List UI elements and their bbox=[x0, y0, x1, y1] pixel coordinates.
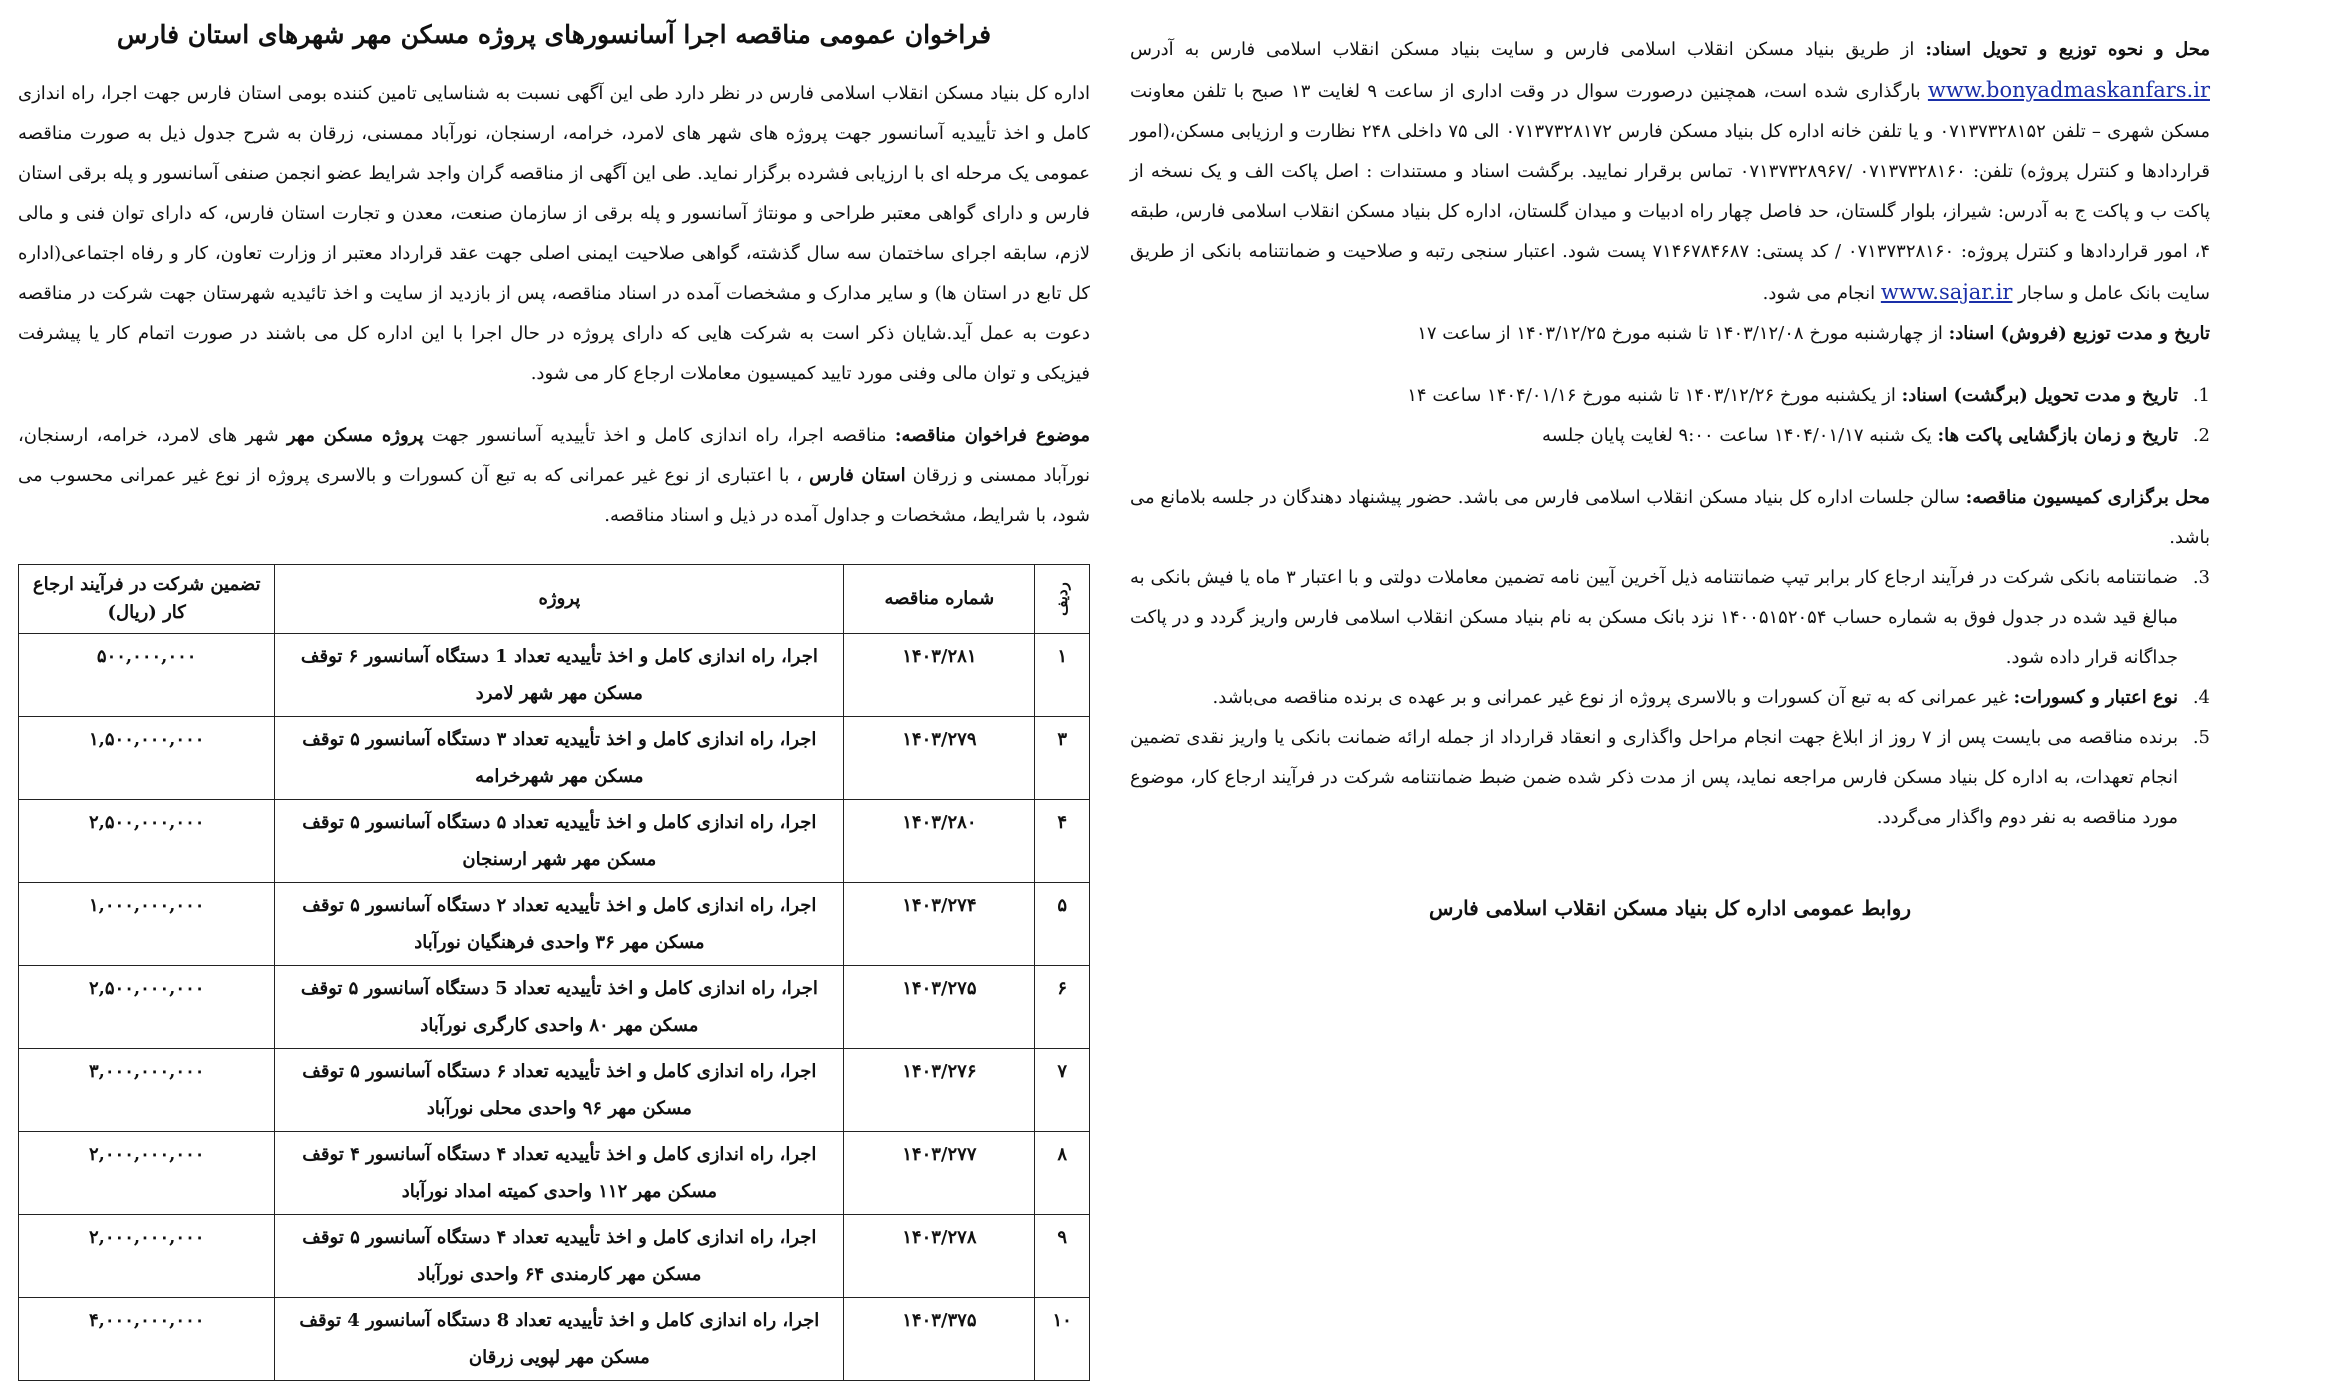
list-item bbox=[1130, 558, 2210, 678]
distribution-paragraph bbox=[1130, 30, 2210, 314]
header-row-number bbox=[1035, 565, 1090, 634]
project-cell: اجرا، راه اندازی کامل و اخذ تأییدیه تعداد 8 دستگاه آسانسور 4 توقف مسکن مهر لپویی زرقان bbox=[275, 1298, 844, 1381]
subject-province: استان فارس bbox=[809, 465, 906, 486]
list-item-label: تاریخ و زمان بازگشایی پاکت ها: bbox=[1937, 425, 2178, 446]
project-cell: اجرا، راه اندازی کامل و اخذ تأییدیه تعداد ۴ دستگاه آسانسور ۴ توقف مسکن مهر ۱۱۲ واحدی کمیته امداد نورآباد bbox=[275, 1132, 844, 1215]
public-relations-signature: روابط عمومی اداره کل بنیاد مسکن انقلاب اسلامی فارس bbox=[1429, 896, 1911, 920]
row-number-cell: ۶ bbox=[1035, 966, 1090, 1049]
header-guarantee: تضمین شرکت در فرآیند ارجاع کار (ریال) bbox=[19, 565, 275, 634]
list-item-number: 5. bbox=[2192, 727, 2210, 748]
tender-number-cell: ۱۴۰۳/۲۷۵ bbox=[844, 966, 1035, 1049]
list-item bbox=[1130, 678, 2210, 718]
project-cell: اجرا، راه اندازی کامل و اخذ تأییدیه تعداد 1 دستگاه آسانسور ۶ توقف مسکن مهر شهر لامرد bbox=[275, 634, 844, 717]
row-number-cell: ۷ bbox=[1035, 1049, 1090, 1132]
row-number-cell: ۹ bbox=[1035, 1215, 1090, 1298]
table-row bbox=[19, 1049, 1090, 1132]
right-column bbox=[1130, 30, 2210, 920]
list-item-number: 2. bbox=[2192, 425, 2210, 446]
subject-text-a: مناقصه اجرا، راه اندازی کامل و اخذ تأییدیه آسانسور جهت bbox=[423, 425, 895, 446]
list-item-label: نوع اعتبار و کسورات: bbox=[2013, 687, 2178, 708]
table-row bbox=[19, 966, 1090, 1049]
subject-label: موضوع فراخوان مناقصه: bbox=[894, 425, 1090, 446]
table-header-row bbox=[19, 565, 1090, 634]
list-item-text: ضمانتنامه بانکی شرکت در فرآیند ارجاع کار برابر تیپ ضمانتنامه ذیل آخرین آیین نامه تضمین معاملات دولتی و با اعتبار ۳ ماه یا فیش بانکی به مبالغ قید شده در جدول فوق به شماره حساب ۱۴۰۰۵۱۵۲۰۵۴ نزد بانک مسکن به نام بنیاد مسکن انقلاب اسلامی فارس واریز گردد و در پاکت جداگانه قرار داده شود. bbox=[1130, 567, 2178, 668]
project-cell: اجرا، راه اندازی کامل و اخذ تأییدیه تعداد 5 دستگاه آسانسور ۵ توقف مسکن مهر ۸۰ واحدی کارگری نورآباد bbox=[275, 966, 844, 1049]
table-row bbox=[19, 1132, 1090, 1215]
page-title: فراخوان عمومی مناقصه اجرا آسانسورهای پروژه مسکن مهر شهرهای استان فارس bbox=[116, 20, 992, 49]
tender-table bbox=[18, 564, 1090, 1381]
guarantee-cell: ۴,۰۰۰,۰۰۰,۰۰۰ bbox=[19, 1298, 275, 1381]
guarantee-cell: ۲,۵۰۰,۰۰۰,۰۰۰ bbox=[19, 966, 275, 1049]
header-tender-number: شماره مناقصه bbox=[844, 565, 1035, 634]
list-item-label: تاریخ و مدت تحویل (برگشت) اسناد: bbox=[1901, 385, 2178, 406]
list-item-text: غیر عمرانی که به تبع آن کسورات و بالاسری پروژه از نوع غیر عمرانی و بر عهده ی برنده مناقصه می‌باشد. bbox=[1212, 687, 2014, 708]
list-item bbox=[1130, 416, 2210, 456]
table-row bbox=[19, 634, 1090, 717]
tender-number-cell: ۱۴۰۳/۲۷۴ bbox=[844, 883, 1035, 966]
row-number-cell: ۴ bbox=[1035, 800, 1090, 883]
sale-date-text: از چهارشنبه مورخ ۱۴۰۳/۱۲/۰۸ تا شنبه مورخ ۱۴۰۳/۱۲/۲۵ از ساعت ۱۷ bbox=[1417, 323, 1949, 344]
numbered-list-1 bbox=[1130, 376, 2210, 456]
project-cell: اجرا، راه اندازی کامل و اخذ تأییدیه تعداد ۶ دستگاه آسانسور ۵ توقف مسکن مهر ۹۶ واحدی محلی نورآباد bbox=[275, 1049, 844, 1132]
tender-number-cell: ۱۴۰۳/۳۷۵ bbox=[844, 1298, 1035, 1381]
subject-paragraph bbox=[18, 416, 1090, 536]
intro-paragraph: اداره کل بنیاد مسکن انقلاب اسلامی فارس در نظر دارد طی این آگهی نسبت به شناسایی تامین کننده بومی استان فارس جهت اجرا، راه اندازی کامل و اخذ تأییدیه آسانسور جهت پروژه های شهر های لامرد، خرامه، ارسنجان، نورآباد ممسنی، زرقان به شرح جدول ذیل به صورت مناقصه عمومی یک مرحله ای با ارزیابی فشرده برگزار نماید. طی این آگهی از مناقصه گران واجد شرایط عضو انجمن صنفی آسانسور و پله برقی استان فارس و دارای گواهی معتبر طراحی و مونتاژ آسانسور و پله برقی از سازمان صنعت، معدن و تجارت استان فارس، که دارای توان فنی و مالی لازم، سابقه اجرای ساختمان سه سال گذشته، گواهی صلاحیت ایمنی اصلی جهت عقد قرارداد معتبر از وزارت تعاون، کار و رفاه اجتماعی(اداره کل تابع در استان ها) و سایر مدارک و مشخصات آمده در اسناد مناقصه، پس از بازدید از سایت و اخذ تائیدیه شهرستان جهت شرکت در مناقصه دعوت به عمل آید.شایان ذکر است به شرکت هایی که دارای پروژه در حال اجرا با این اداره کل می باشند در صورت اتمام کار یا پیشرفت فیزیکی و توان مالی وفنی مورد تایید کمیسیون معاملات ارجاع کار می شود. bbox=[18, 83, 1090, 384]
sale-date-paragraph bbox=[1130, 314, 2210, 354]
guarantee-cell: ۱,۰۰۰,۰۰۰,۰۰۰ bbox=[19, 883, 275, 966]
tender-number-cell: ۱۴۰۳/۲۷۶ bbox=[844, 1049, 1035, 1132]
list-item bbox=[1130, 376, 2210, 416]
tender-number-cell: ۱۴۰۳/۲۸۱ bbox=[844, 634, 1035, 717]
distribution-text-a: از طریق بنیاد مسکن انقلاب اسلامی فارس و سایت بنیاد مسکن انقلاب اسلامی فارس به آدرس bbox=[1130, 39, 1926, 60]
list-item-number: 3. bbox=[2192, 567, 2210, 588]
table-row bbox=[19, 800, 1090, 883]
table-row bbox=[19, 883, 1090, 966]
header-row-label: ردیف bbox=[1053, 582, 1072, 616]
table-row bbox=[19, 1298, 1090, 1381]
list-item-text: برنده مناقصه می بایست پس از ۷ روز از ابلاغ جهت انجام مراحل واگذاری و انعقاد قرارداد از جمله ارائه ضمانت بانکی یا واریز نقدی تضمین انجام تعهدات، به اداره کل بنیاد مسکن فارس مراجعه نماید، پس از مدت ذکر شده ضمن ضبط ضمانتنامه شرکت در فرآیند ارجاع کار، موضوع مورد مناقصه به نفر دوم واگذار می‌گردد. bbox=[1130, 727, 2178, 828]
tender-number-cell: ۱۴۰۳/۲۷۸ bbox=[844, 1215, 1035, 1298]
header-project: پروژه bbox=[275, 565, 844, 634]
table-row bbox=[19, 1215, 1090, 1298]
tender-number-cell: ۱۴۰۳/۲۸۰ bbox=[844, 800, 1035, 883]
subject-project: پروژه مسکن مهر bbox=[286, 425, 424, 446]
list-item-number: 1. bbox=[2192, 385, 2210, 406]
tender-number-cell: ۱۴۰۳/۲۷۹ bbox=[844, 717, 1035, 800]
project-cell: اجرا، راه اندازی کامل و اخذ تأییدیه تعداد ۴ دستگاه آسانسور ۵ توقف مسکن مهر کارمندی ۶۴ واحدی نورآباد bbox=[275, 1215, 844, 1298]
guarantee-cell: ۲,۰۰۰,۰۰۰,۰۰۰ bbox=[19, 1132, 275, 1215]
project-cell: اجرا، راه اندازی کامل و اخذ تأییدیه تعداد ۳ دستگاه آسانسور ۵ توقف مسکن مهر شهرخرامه bbox=[275, 717, 844, 800]
table-row bbox=[19, 717, 1090, 800]
row-number-cell: ۱۰ bbox=[1035, 1298, 1090, 1381]
tender-number-cell: ۱۴۰۳/۲۷۷ bbox=[844, 1132, 1035, 1215]
commission-label: محل برگزاری کمیسیون مناقصه: bbox=[1965, 487, 2211, 508]
subject-text-b: شهر های لامرد، خرامه، ارسنجان، نورآباد ممسنی و زرقان bbox=[18, 425, 1090, 486]
guarantee-cell: ۵۰۰,۰۰۰,۰۰۰ bbox=[19, 634, 275, 717]
row-number-cell: ۱ bbox=[1035, 634, 1090, 717]
numbered-list-2 bbox=[1130, 558, 2210, 838]
guarantee-cell: ۲,۵۰۰,۰۰۰,۰۰۰ bbox=[19, 800, 275, 883]
left-column bbox=[18, 0, 1090, 1381]
project-cell: اجرا، راه اندازی کامل و اخذ تأییدیه تعداد ۲ دستگاه آسانسور ۵ توقف مسکن مهر ۳۶ واحدی فرهنگیان نورآباد bbox=[275, 883, 844, 966]
distribution-label: محل و نحوه توزیع و تحویل اسناد: bbox=[1925, 39, 2211, 60]
row-number-cell: ۵ bbox=[1035, 883, 1090, 966]
guarantee-cell: ۲,۰۰۰,۰۰۰,۰۰۰ bbox=[19, 1215, 275, 1298]
commission-text: سالن جلسات اداره کل بنیاد مسکن انقلاب اسلامی فارس می باشد. حضور پیشنهاد دهندگان در جلسه بلامانع می باشد. bbox=[1130, 487, 2210, 548]
bonyad-website-link[interactable]: www.bonyadmaskanfars.ir bbox=[1927, 78, 2210, 102]
guarantee-cell: ۱,۵۰۰,۰۰۰,۰۰۰ bbox=[19, 717, 275, 800]
list-item bbox=[1130, 718, 2210, 838]
list-item-text: یک شنبه ۱۴۰۴/۰۱/۱۷ ساعت ۹:۰۰ لغایت پایان جلسه bbox=[1542, 425, 1938, 446]
subject-text-c: ، با اعتباری از نوع غیر عمرانی که به تبع آن کسورات و بالاسری پروژه از نوع غیر عمرانی محسوب می شود، با شرایط، مشخصات و جداول آمده در ذیل و اسناد مناقصه. bbox=[18, 465, 1090, 526]
guarantee-cell: ۳,۰۰۰,۰۰۰,۰۰۰ bbox=[19, 1049, 275, 1132]
list-item-text: از یکشنبه مورخ ۱۴۰۳/۱۲/۲۶ تا شنبه مورخ ۱۴۰۴/۰۱/۱۶ ساعت ۱۴ bbox=[1407, 385, 1902, 406]
project-cell: اجرا، راه اندازی کامل و اخذ تأییدیه تعداد ۵ دستگاه آسانسور ۵ توقف مسکن مهر شهر ارسنجان bbox=[275, 800, 844, 883]
row-number-cell: ۸ bbox=[1035, 1132, 1090, 1215]
distribution-text-c: انجام می شود. bbox=[1762, 283, 1881, 304]
distribution-text-b: بارگذاری شده است، همچنین درصورت سوال در وقت اداری از ساعت ۹ لغایت ۱۳ صبح با تلفن معاونت مسکن شهری – تلفن ۰۷۱۳۷۳۲۸۱۵۲ و یا تلفن خانه اداره کل بنیاد مسکن فارس ۰۷۱۳۷۳۲۸۱۷۲ الی ۷۵ داخلی ۲۴۸ نظارت و ارزیابی مسکن،(امور قراردادها و کنترل پروژه) تلفن: ۰۷۱۳۷۳۲۸۱۶۰ /۰۷۱۳۷۳۲۸۹۶۷ تماس برقرار نمایید. برگشت اسناد و مستندات : اصل پاکت الف و یک نسخه از پاکت ب و پاکت ج به آدرس: شیراز، بلوار گلستان، حد فاصل چهار راه ادبیات و میدان گلستان، اداره کل بنیاد مسکن انقلاب اسلامی فارس، طبقه ۴، امور قراردادها و کنترل پروژه: ۰۷۱۳۷۳۲۸۱۶۰ / کد پستی: ۷۱۴۶۷۸۴۶۸۷ پست شود. اعتبار سنجی رتبه و صلاحیت و ضمانتنامه بانکی از طریق سایت بانک عامل و ساجار bbox=[1130, 81, 2210, 304]
list-item-number: 4. bbox=[2192, 687, 2210, 708]
commission-paragraph bbox=[1130, 478, 2210, 558]
sale-date-label: تاریخ و مدت توزیع (فروش) اسناد: bbox=[1948, 323, 2210, 344]
row-number-cell: ۳ bbox=[1035, 717, 1090, 800]
sajar-website-link[interactable]: www.sajar.ir bbox=[1880, 280, 2013, 304]
